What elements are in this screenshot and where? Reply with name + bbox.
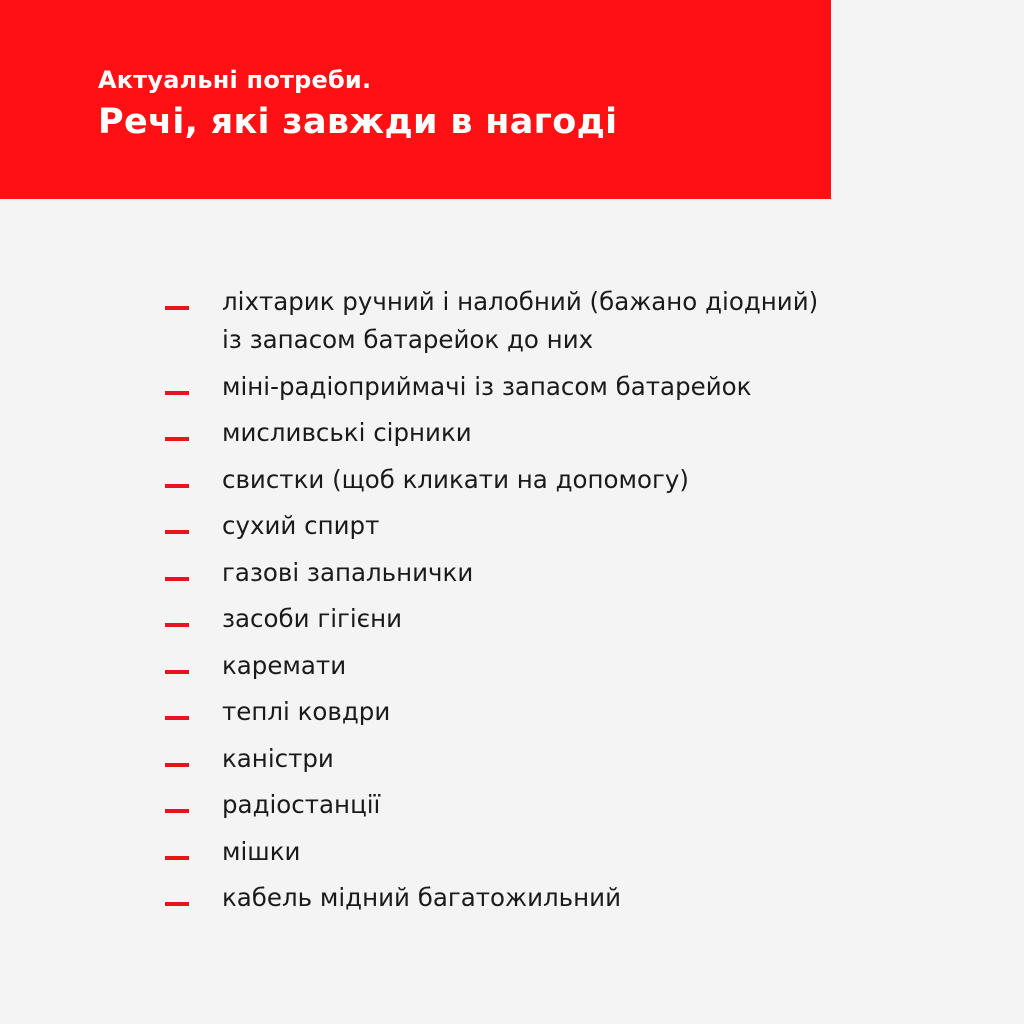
list-item-text: каністри	[222, 743, 334, 773]
dash-bullet-icon	[165, 763, 189, 767]
dash-bullet-icon	[165, 856, 189, 860]
needs-list	[165, 283, 885, 926]
list-item	[165, 647, 885, 685]
list-item	[165, 833, 885, 871]
list-item-text: ліхтарик ручний і налобний (бажано діодний) із запасом батарейок до них	[222, 287, 819, 354]
dash-bullet-icon	[165, 437, 189, 441]
list-item	[165, 786, 885, 824]
list-item-text: теплі ковдри	[222, 697, 391, 726]
dash-bullet-icon	[165, 623, 189, 627]
dash-bullet-icon	[165, 530, 189, 534]
list-item	[165, 414, 885, 452]
dash-bullet-icon	[165, 484, 189, 488]
list-item-text: засоби гігієни	[222, 604, 403, 633]
list-item	[165, 879, 885, 917]
list-item-text: мисливські сірники	[222, 418, 472, 447]
list-item-text: каремати	[222, 650, 347, 680]
list-item	[165, 600, 885, 638]
dash-bullet-icon	[165, 670, 189, 674]
list-item-text: газові запальнички	[222, 557, 474, 587]
dash-bullet-icon	[165, 716, 189, 720]
list-item	[165, 461, 885, 499]
dash-bullet-icon	[165, 391, 189, 395]
list-item	[165, 740, 885, 778]
list-item-text: свистки (щоб кликати на допомогу)	[222, 464, 689, 494]
dash-bullet-icon	[165, 577, 189, 581]
list-item	[165, 368, 885, 406]
dash-bullet-icon	[165, 809, 189, 813]
list-item-text: кабель мідний багатожильний	[222, 883, 621, 912]
dash-bullet-icon	[165, 902, 189, 906]
list-item	[165, 554, 885, 592]
list-item	[165, 693, 885, 731]
list-item-text: мішки	[222, 836, 301, 866]
list-item	[165, 507, 885, 545]
header-banner	[0, 0, 831, 199]
header-subtitle: Актуальні потреби.	[98, 66, 372, 94]
page-title: Речі, які завжди в нагоді	[98, 102, 618, 142]
list-item-text: міні-радіоприймачі із запасом батарейок	[222, 371, 752, 401]
list-item-text: сухий спирт	[222, 511, 380, 540]
list-item-text: радіостанції	[222, 790, 381, 819]
list-item	[165, 283, 885, 359]
dash-bullet-icon	[165, 306, 189, 310]
